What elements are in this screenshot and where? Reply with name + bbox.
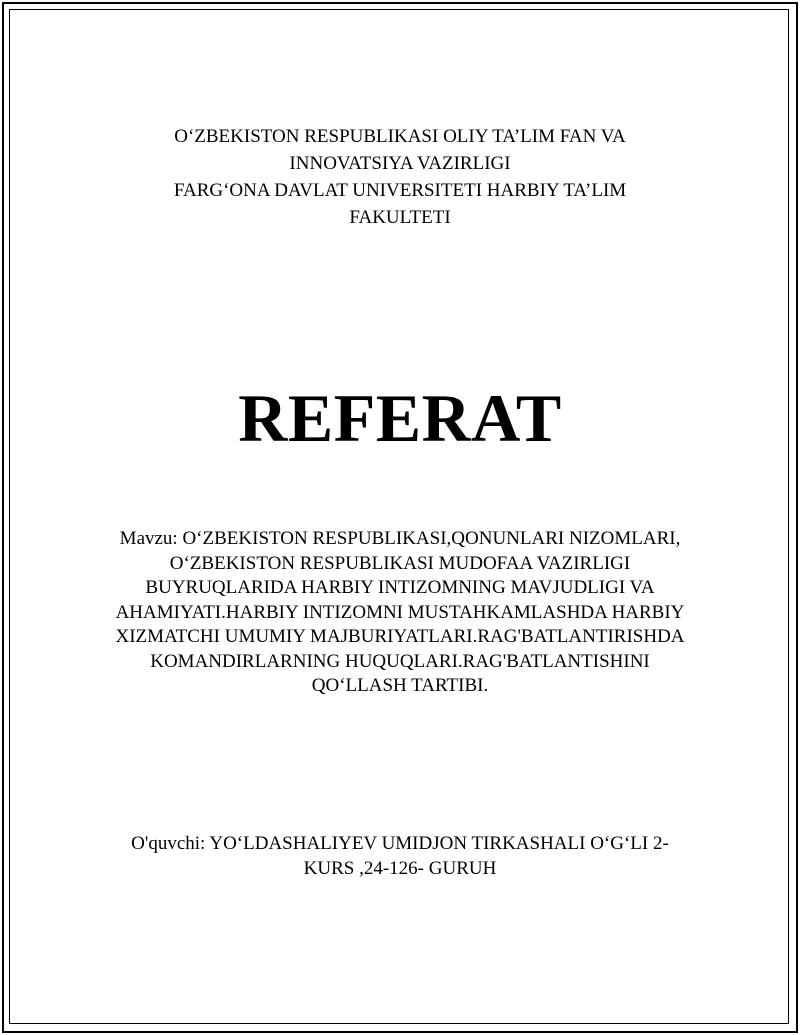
- topic-section: [100, 527, 700, 699]
- topic-line: O‘ZBEKISTON RESPUBLIKASI MUDOFAA VAZIRLIGI: [169, 552, 631, 574]
- topic-line: BUYRUQLARIDA HARBIY INTIZOMNING MAVJUDLIGI VA: [145, 577, 655, 598]
- topic-line: AHAMIYATI.HARBIY INTIZOMNI MUSTAHKAMLASHDA HARBIY: [115, 601, 685, 623]
- header-line: O‘ZBEKISTON RESPUBLIKASI OLIY TA’LIM FAN VA: [174, 126, 626, 147]
- student-line: KURS ,24-126- GURUH: [303, 857, 497, 879]
- document-title: REFERAT: [238, 380, 562, 456]
- header-line: FARG‘ONA DAVLAT UNIVERSITETI HARBIY TA’LIM: [173, 180, 627, 201]
- topic-line: KOMANDIRLARNING HUQUQLARI.RAG'BATLANTISHINI: [150, 650, 650, 672]
- institution-header: [100, 123, 700, 231]
- topic-line: XIZMATCHI UMUMIY MAJBURIYATLARI.RAG'BATLANTIRISHDA: [115, 626, 685, 647]
- topic-line: Mavzu: O‘ZBEKISTON RESPUBLIKASI,QONUNLARI NIZOMLARI,: [119, 528, 681, 549]
- topic-line: QO‘LLASH TARTIBI.: [311, 675, 489, 696]
- student-info: [100, 832, 700, 881]
- header-line: FAKULTETI: [349, 207, 451, 228]
- header-line: INNOVATSIYA VAZIRLIGI: [289, 153, 511, 174]
- student-line: O'quvchi: YO‘LDASHALIYEV UMIDJON TIRKASHALI O‘G‘LI 2-: [131, 833, 669, 854]
